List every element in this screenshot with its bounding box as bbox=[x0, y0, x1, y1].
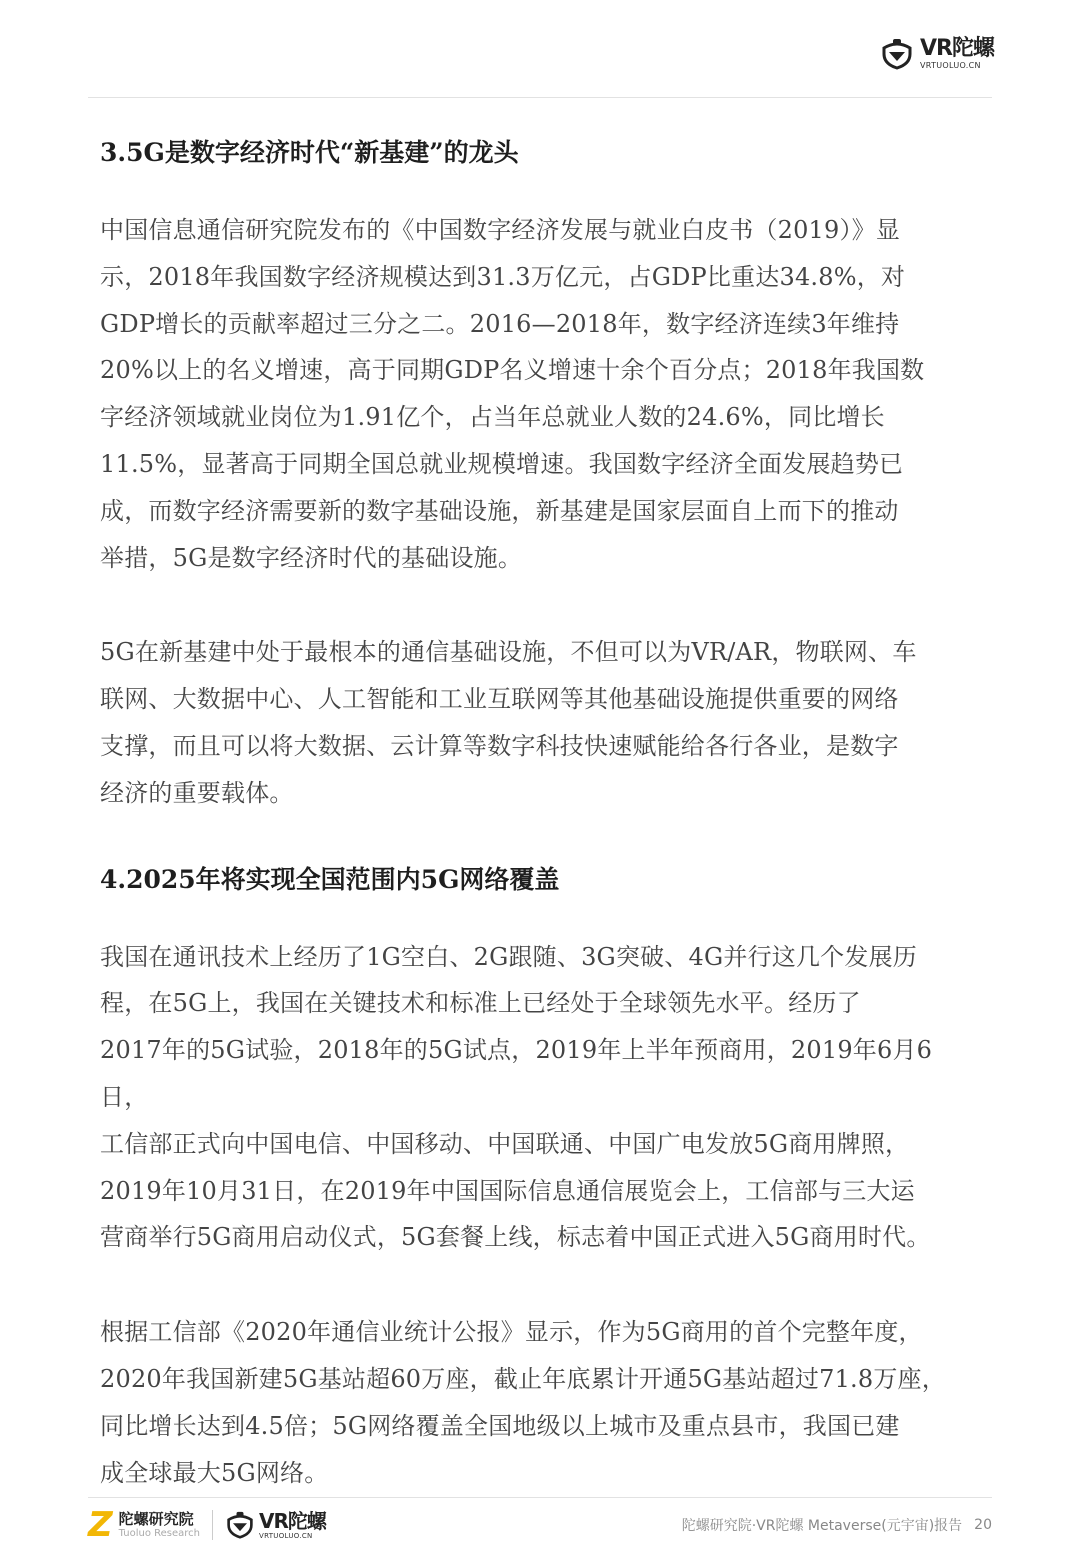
page-footer bbox=[88, 1505, 992, 1545]
header-logo bbox=[880, 38, 994, 70]
footer-divider bbox=[88, 1497, 992, 1498]
text-line: 5G在新基建中处于最根本的通信基础设施，不但可以为VR/AR，物联网、车 bbox=[100, 638, 917, 667]
text-line: 同比增长达到4.5倍；5G网络覆盖全国地级以上城市及重点县市，我国已建 bbox=[100, 1411, 900, 1440]
header-divider bbox=[88, 97, 992, 98]
text-line: 我国在通讯技术上经历了1G空白、2G跟随、3G突破、4G并行这几个发展历 bbox=[100, 942, 917, 971]
page-number: 20 bbox=[974, 1517, 992, 1533]
paragraph bbox=[100, 1309, 980, 1496]
text-line: 工信部正式向中国电信、中国移动、中国联通、中国广电发放5G商用牌照， bbox=[100, 1129, 910, 1158]
footer-vr-logo bbox=[225, 1508, 326, 1540]
header-logo-text: VR陀螺 bbox=[920, 36, 994, 61]
institute-name: 陀螺研究院 bbox=[118, 1510, 194, 1529]
text-line: 字经济领域就业岗位为1.91亿个，占当年总就业人数的24.6%，同比增长 bbox=[100, 403, 885, 432]
footer-logo-divider bbox=[212, 1510, 213, 1540]
text-line: 中国信息通信研究院发布的《中国数字经济发展与就业白皮书（2019）》显 bbox=[100, 216, 901, 244]
text-line: 支撑，而且可以将大数据、云计算等数字科技快速赋能给各行各业，是数字 bbox=[100, 731, 899, 760]
report-title: 陀螺研究院·VR陀螺 Metaverse(元宇宙)报告 bbox=[681, 1518, 963, 1534]
paragraph bbox=[100, 207, 980, 581]
text-line: 程，在5G上，我国在关键技术和标准上已经处于全球领先水平。经历了 bbox=[100, 989, 861, 1018]
text-line: 2020年我国新建5G基站超60万座，截止年底累计开通5G基站超过71.8万座， bbox=[100, 1364, 946, 1393]
institute-logo bbox=[88, 1505, 200, 1545]
text-line: 营商举行5G商用启动仪式，5G套餐上线，标志着中国正式进入5G商用时代。 bbox=[100, 1223, 931, 1252]
text-line: 成，而数字经济需要新的数字基础设施，新基建是国家层面自上而下的推动 bbox=[100, 496, 899, 525]
section-heading: 3.5G是数字经济时代“新基建”的龙头 bbox=[100, 138, 519, 167]
header-logo-url: VRTUOLUO.CN bbox=[920, 61, 981, 70]
vr-tuoluo-logo-icon bbox=[225, 1511, 255, 1539]
text-line: 2019年10月31日，在2019年中国国际信息通信展览会上，工信部与三大运 bbox=[100, 1176, 915, 1205]
section-heading: 4.2025年将实现全国范围内5G网络覆盖 bbox=[100, 864, 560, 894]
vr-tuoluo-logo-icon bbox=[880, 38, 914, 70]
paragraph bbox=[100, 934, 980, 1262]
text-line: 经济的重要载体。 bbox=[100, 778, 294, 807]
text-line: 11.5%，显著高于同期全国总就业规模增速。我国数字经济全面发展趋势已 bbox=[100, 449, 904, 478]
text-line: GDP增长的贡献率超过三分之二。2016—2018年，数字经济连续3年维持 bbox=[100, 309, 900, 338]
text-line: 根据工信部《2020年通信业统计公报》显示，作为5G商用的首个完整年度， bbox=[100, 1318, 923, 1347]
text-line: 举措，5G是数字经济时代的基础设施。 bbox=[100, 543, 523, 572]
footer-logo-url: VRTUOLUO.CN bbox=[258, 1531, 313, 1540]
text-line: 示，2018年我国数字经济规模达到31.3万亿元，占GDP比重达34.8%，对 bbox=[100, 262, 906, 291]
text-line: 联网、大数据中心、人工智能和工业互联网等其他基础设施提供重要的网络 bbox=[100, 685, 899, 714]
footer-logo-text: VR陀螺 bbox=[258, 1508, 326, 1533]
institute-z-icon: Z bbox=[88, 1505, 113, 1545]
article-body bbox=[100, 128, 980, 1496]
institute-name-en: Tuoluo Research bbox=[118, 1527, 200, 1539]
text-line: 成全球最大5G网络。 bbox=[100, 1458, 329, 1487]
text-line: 2017年的5G试验，2018年的5G试点，2019年上半年预商用，2019年6月6日， bbox=[100, 1036, 933, 1111]
text-line: 20%以上的名义增速，高于同期GDP名义增速十余个百分点；2018年我国数 bbox=[100, 356, 925, 385]
paragraph bbox=[100, 629, 980, 816]
